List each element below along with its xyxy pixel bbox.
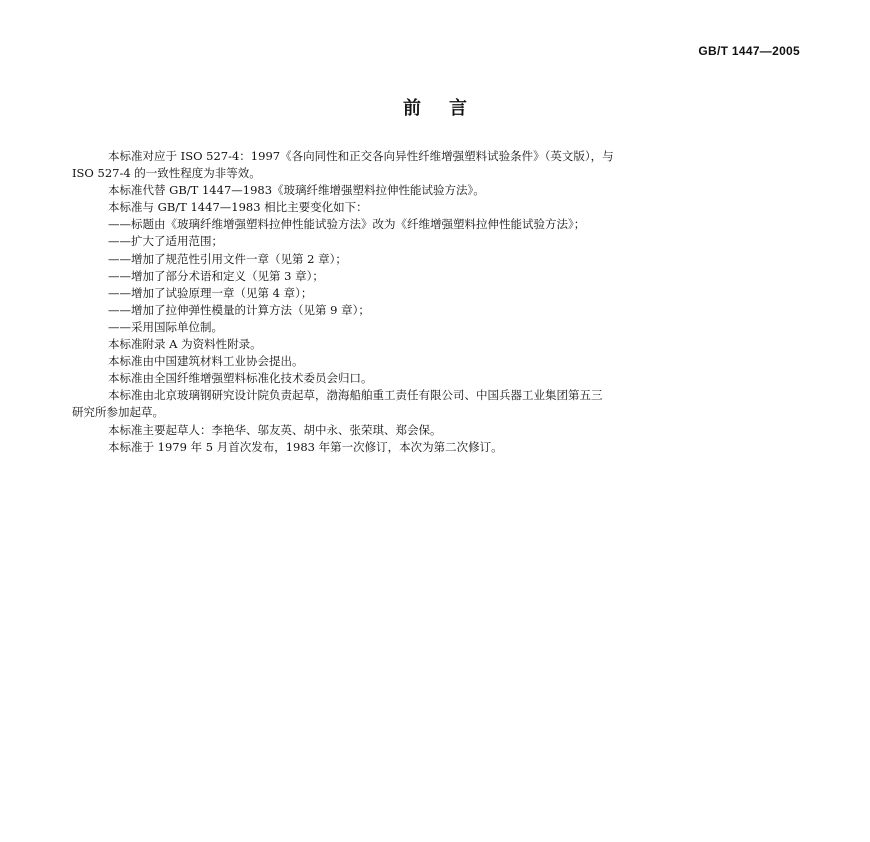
text-line: 本标准由中国建筑材料工业协会提出。 [108,354,304,369]
list-item: ——增加了部分术语和定义（见第 3 章）； [108,268,324,283]
list-item: ——采用国际单位制。 [108,319,223,334]
document-code: GB/T 1447—2005 [698,44,800,58]
text-line: 本标准附录 A 为资料性附录。 [108,337,262,352]
text-line: 本标准主要起草人：李艳华、邬友英、胡中永、张荣琪、郑会保。 [108,422,442,437]
text-line: 本标准对应于 ISO 527-4：1997《各向同性和正交各向异性纤维增强塑料试验条件》（英文版），与 [108,149,614,163]
foreword-body [72,148,812,456]
text-line: 本标准由全国纤维增强塑料标准化技术委员会归口。 [108,371,373,386]
list-item: ——增加了试验原理一章（见第 4 章）； [108,285,313,300]
text-line: 本标准由北京玻璃钢研究设计院负责起草，渤海船舶重工责任有限公司、中国兵器工业集团第五三 [108,388,603,403]
text-line: 本标准代替 GB/T 1447—1983《玻璃纤维增强塑料拉伸性能试验方法》。 [108,183,485,198]
text-line: 本标准于 1979 年 5 月首次发布，1983 年第一次修订，本次为第二次修订。 [108,439,503,454]
list-item: ——增加了规范性引用文件一章（见第 2 章）； [108,251,347,266]
text-line: 本标准与 GB/T 1447—1983 相比主要变化如下： [108,200,368,215]
list-item: ——增加了拉伸弹性模量的计算方法（见第 9 章）； [108,302,370,317]
text-line: 研究所参加起草。 [72,405,164,420]
page-title: 前言 [403,98,495,119]
list-item: ——标题由《玻璃纤维增强塑料拉伸性能试验方法》改为《纤维增强塑料拉伸性能试验方法》； [108,217,586,232]
text-line: ISO 527-4 的一致性程度为非等效。 [72,166,261,181]
list-item: ——扩大了适用范围； [108,234,223,249]
